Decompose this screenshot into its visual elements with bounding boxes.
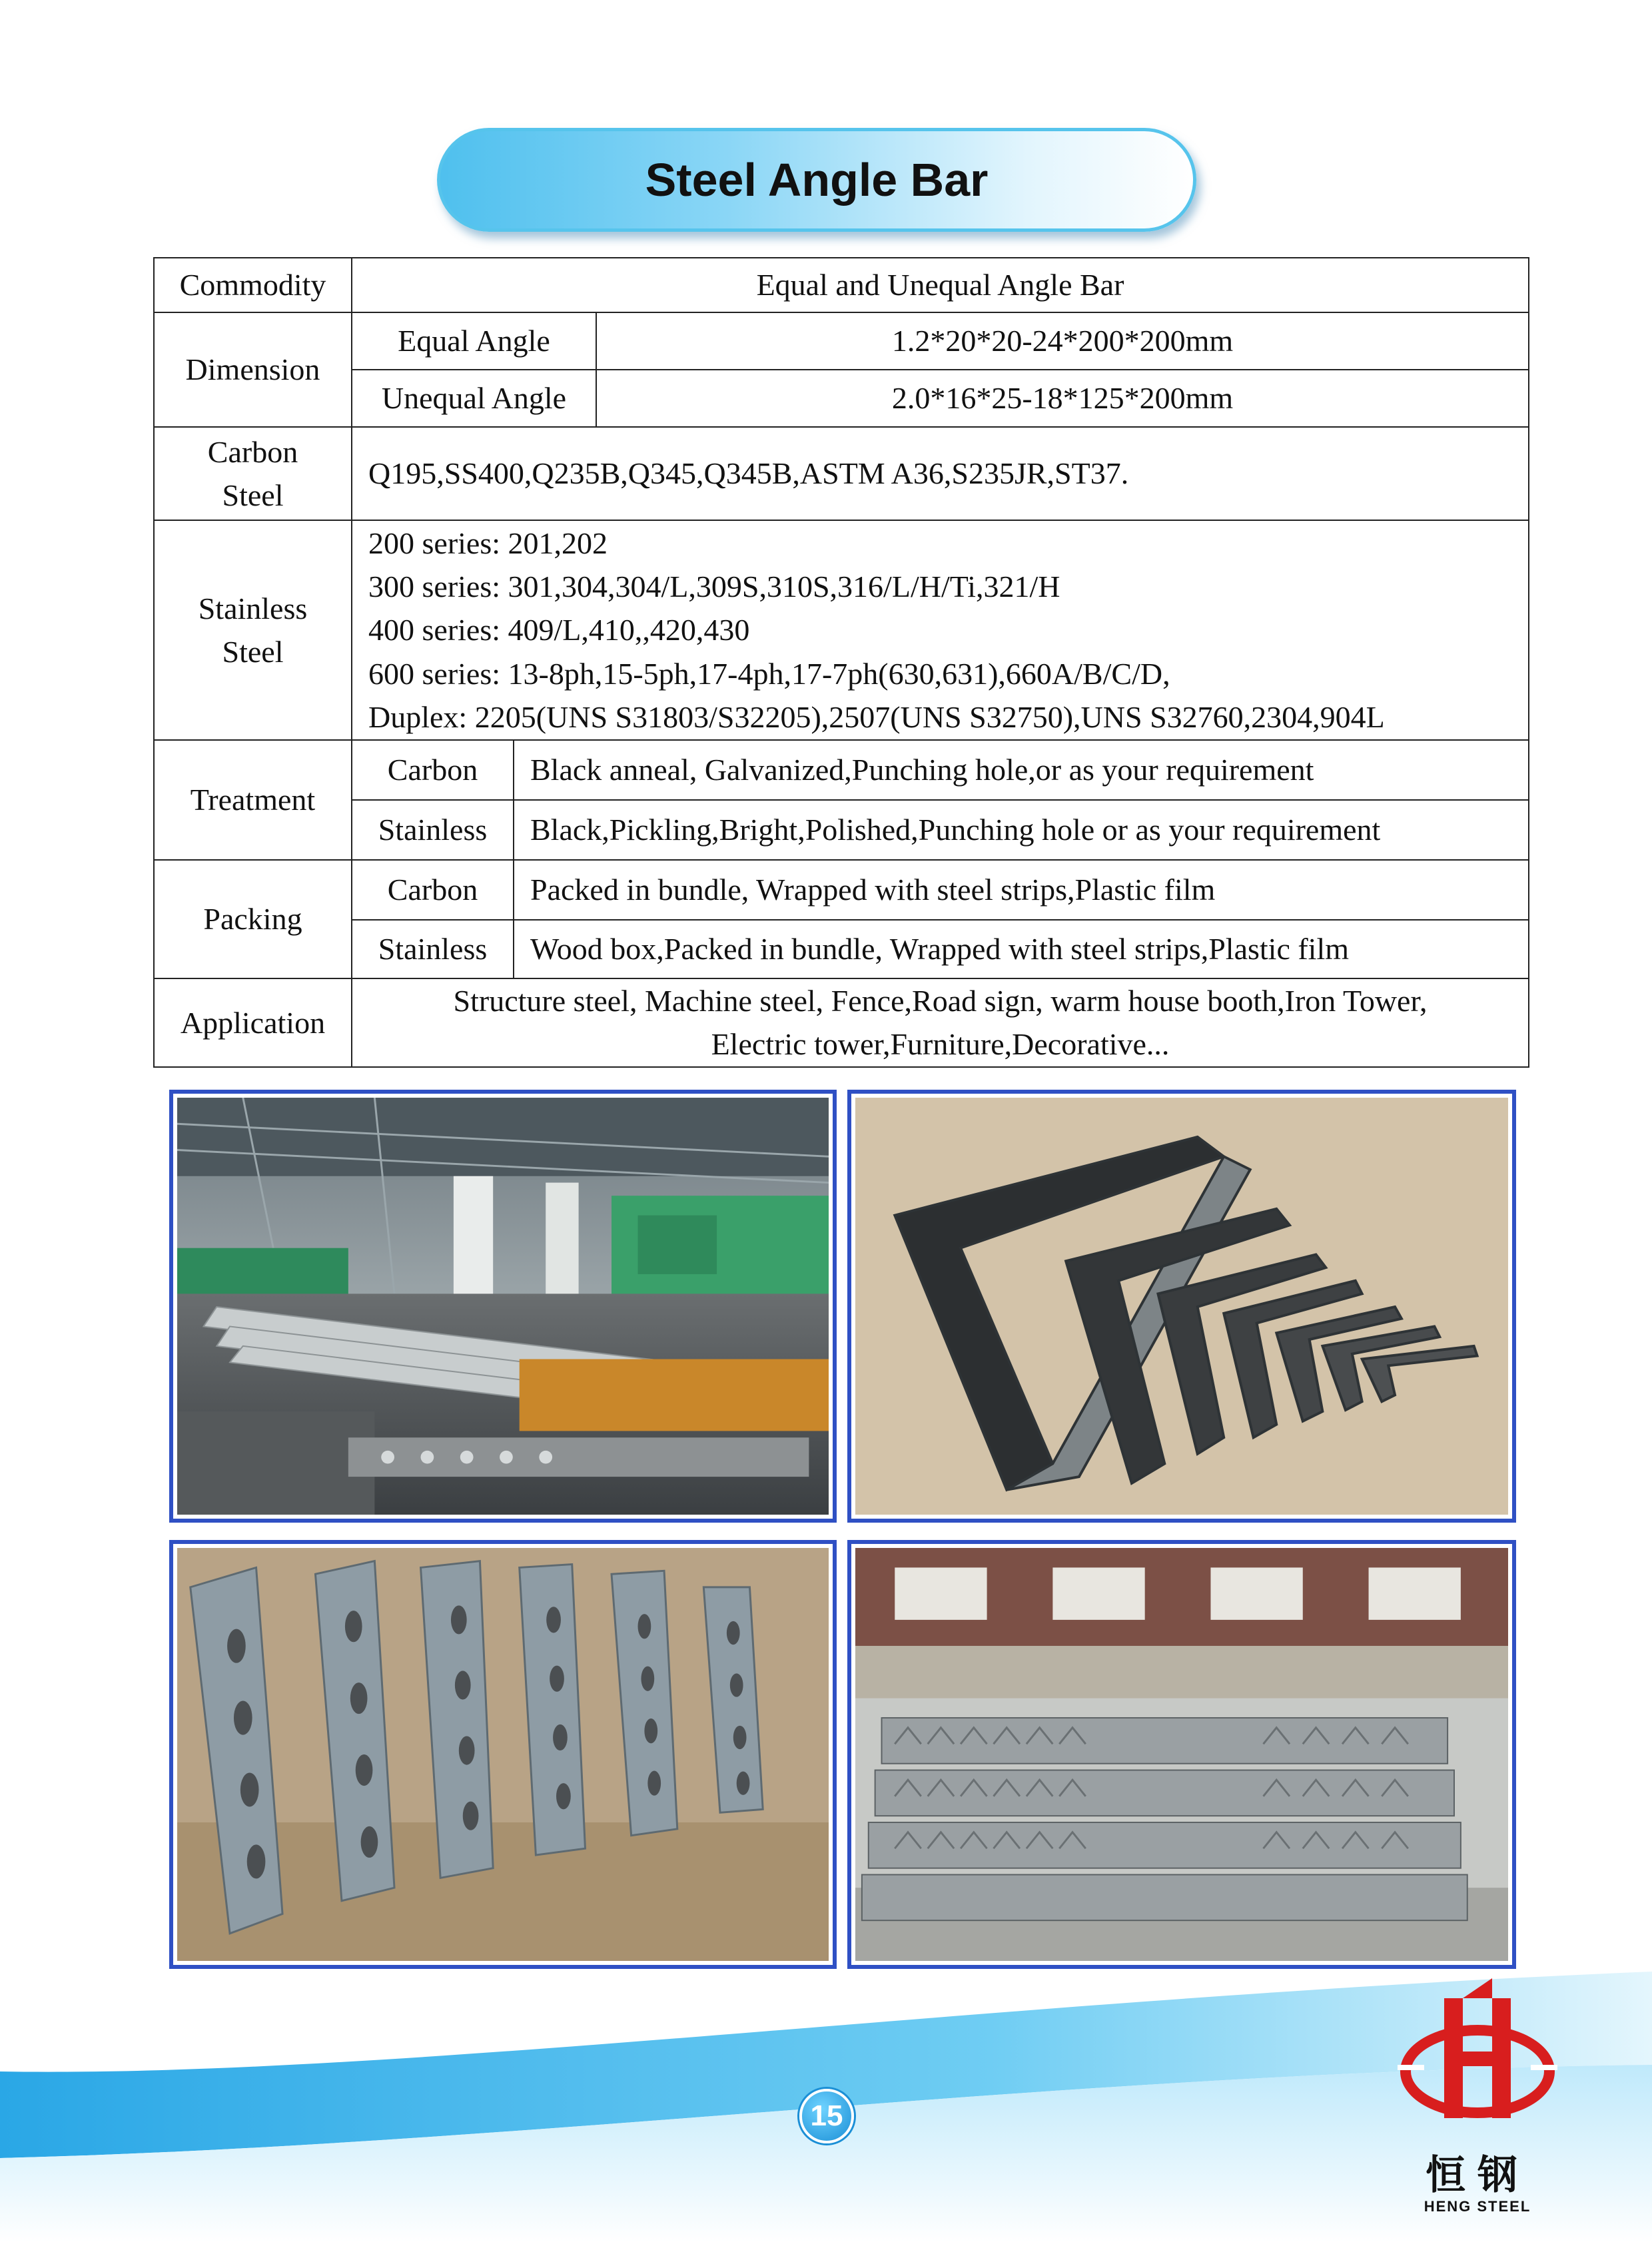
title-banner — [437, 128, 1196, 232]
production-line-image — [177, 1098, 829, 1515]
application-label: Application — [154, 978, 352, 1067]
photo-punched-angle-bars — [169, 1540, 837, 1969]
carbon-steel-grades: Q195,SS400,Q235B,Q345,Q345B,ASTM A36,S235JR,ST37. — [352, 427, 1529, 520]
commodity-value: Equal and Unequal Angle Bar — [352, 258, 1529, 312]
application-line-2: Electric tower,Furniture,Decorative... — [711, 1027, 1170, 1062]
treatment-carbon-label: Carbon — [352, 740, 514, 800]
spec-table — [153, 257, 1529, 1068]
equal-angle-value: 1.2*20*20-24*200*200mm — [596, 312, 1529, 370]
commodity-label: Commodity — [154, 258, 352, 312]
packing-carbon-label: Carbon — [352, 860, 514, 920]
heng-steel-logo-icon — [1398, 1972, 1557, 2145]
stainless-line-300: 300 series: 301,304,304/L,309S,310S,316/L/H/Ti,321/H — [368, 569, 1060, 604]
carbon-steel-label-line-2: Steel — [222, 478, 284, 512]
carbon-steel-label — [154, 427, 352, 520]
treatment-stainless-label: Stainless — [352, 800, 514, 860]
application-line-1: Structure steel, Machine steel, Fence,Road sign, warm house booth,Iron Tower, — [453, 984, 1428, 1018]
unequal-angle-value: 2.0*16*25-18*125*200mm — [596, 370, 1529, 427]
angle-bars-closeup-image — [855, 1098, 1508, 1515]
treatment-stainless-value: Black,Pickling,Bright,Polished,Punching hole or as your requirement — [514, 800, 1529, 860]
stainless-steel-label — [154, 520, 352, 740]
page-title: Steel Angle Bar — [645, 154, 989, 206]
logo-english-name: HENG STEEL — [1424, 2198, 1531, 2215]
row-stainless-steel — [154, 520, 1529, 740]
warehouse-bundles-image — [855, 1548, 1508, 1961]
treatment-carbon-value: Black anneal, Galvanized,Punching hole,or as your requirement — [514, 740, 1529, 800]
stainless-steel-label-line-1: Stainless — [198, 591, 308, 625]
row-carbon-steel — [154, 427, 1529, 520]
carbon-steel-label-line-1: Carbon — [207, 434, 298, 469]
packing-carbon-value: Packed in bundle, Wrapped with steel strips,Plastic film — [514, 860, 1529, 920]
stainless-line-600: 600 series: 13-8ph,15-5ph,17-4ph,17-7ph(630,631),660A/B/C/D, — [368, 656, 1170, 691]
punched-angle-bars-image — [177, 1548, 829, 1961]
row-commodity — [154, 258, 1529, 312]
equal-angle-label: Equal Angle — [352, 312, 596, 370]
stainless-steel-label-line-2: Steel — [222, 635, 284, 669]
photo-warehouse-bundles — [847, 1540, 1516, 1969]
stainless-line-400: 400 series: 409/L,410,,420,430 — [368, 613, 750, 647]
row-packing-stainless — [154, 920, 1529, 978]
treatment-label: Treatment — [154, 740, 352, 860]
packing-stainless-label: Stainless — [352, 920, 514, 978]
row-equal-angle — [154, 312, 1529, 370]
stainless-steel-grades — [352, 520, 1529, 740]
application-value — [352, 978, 1529, 1067]
packing-stainless-value: Wood box,Packed in bundle, Wrapped with steel strips,Plastic film — [514, 920, 1529, 978]
logo-chinese-name: 恒钢 — [1426, 2152, 1529, 2199]
row-unequal-angle — [154, 370, 1529, 427]
dimension-label: Dimension — [154, 312, 352, 427]
photo-production-line — [169, 1090, 837, 1523]
photo-angle-bars-closeup — [847, 1090, 1516, 1523]
page-number-badge: 15 — [799, 2089, 854, 2143]
row-treatment-carbon — [154, 740, 1529, 800]
stainless-line-duplex: Duplex: 2205(UNS S31803/S32205),2507(UNS S32750),UNS S32760,2304,904L — [368, 699, 1385, 734]
stainless-line-200: 200 series: 201,202 — [368, 526, 608, 560]
row-application — [154, 978, 1529, 1067]
packing-label: Packing — [154, 860, 352, 978]
unequal-angle-label: Unequal Angle — [352, 370, 596, 427]
row-packing-carbon — [154, 860, 1529, 920]
row-treatment-stainless — [154, 800, 1529, 860]
